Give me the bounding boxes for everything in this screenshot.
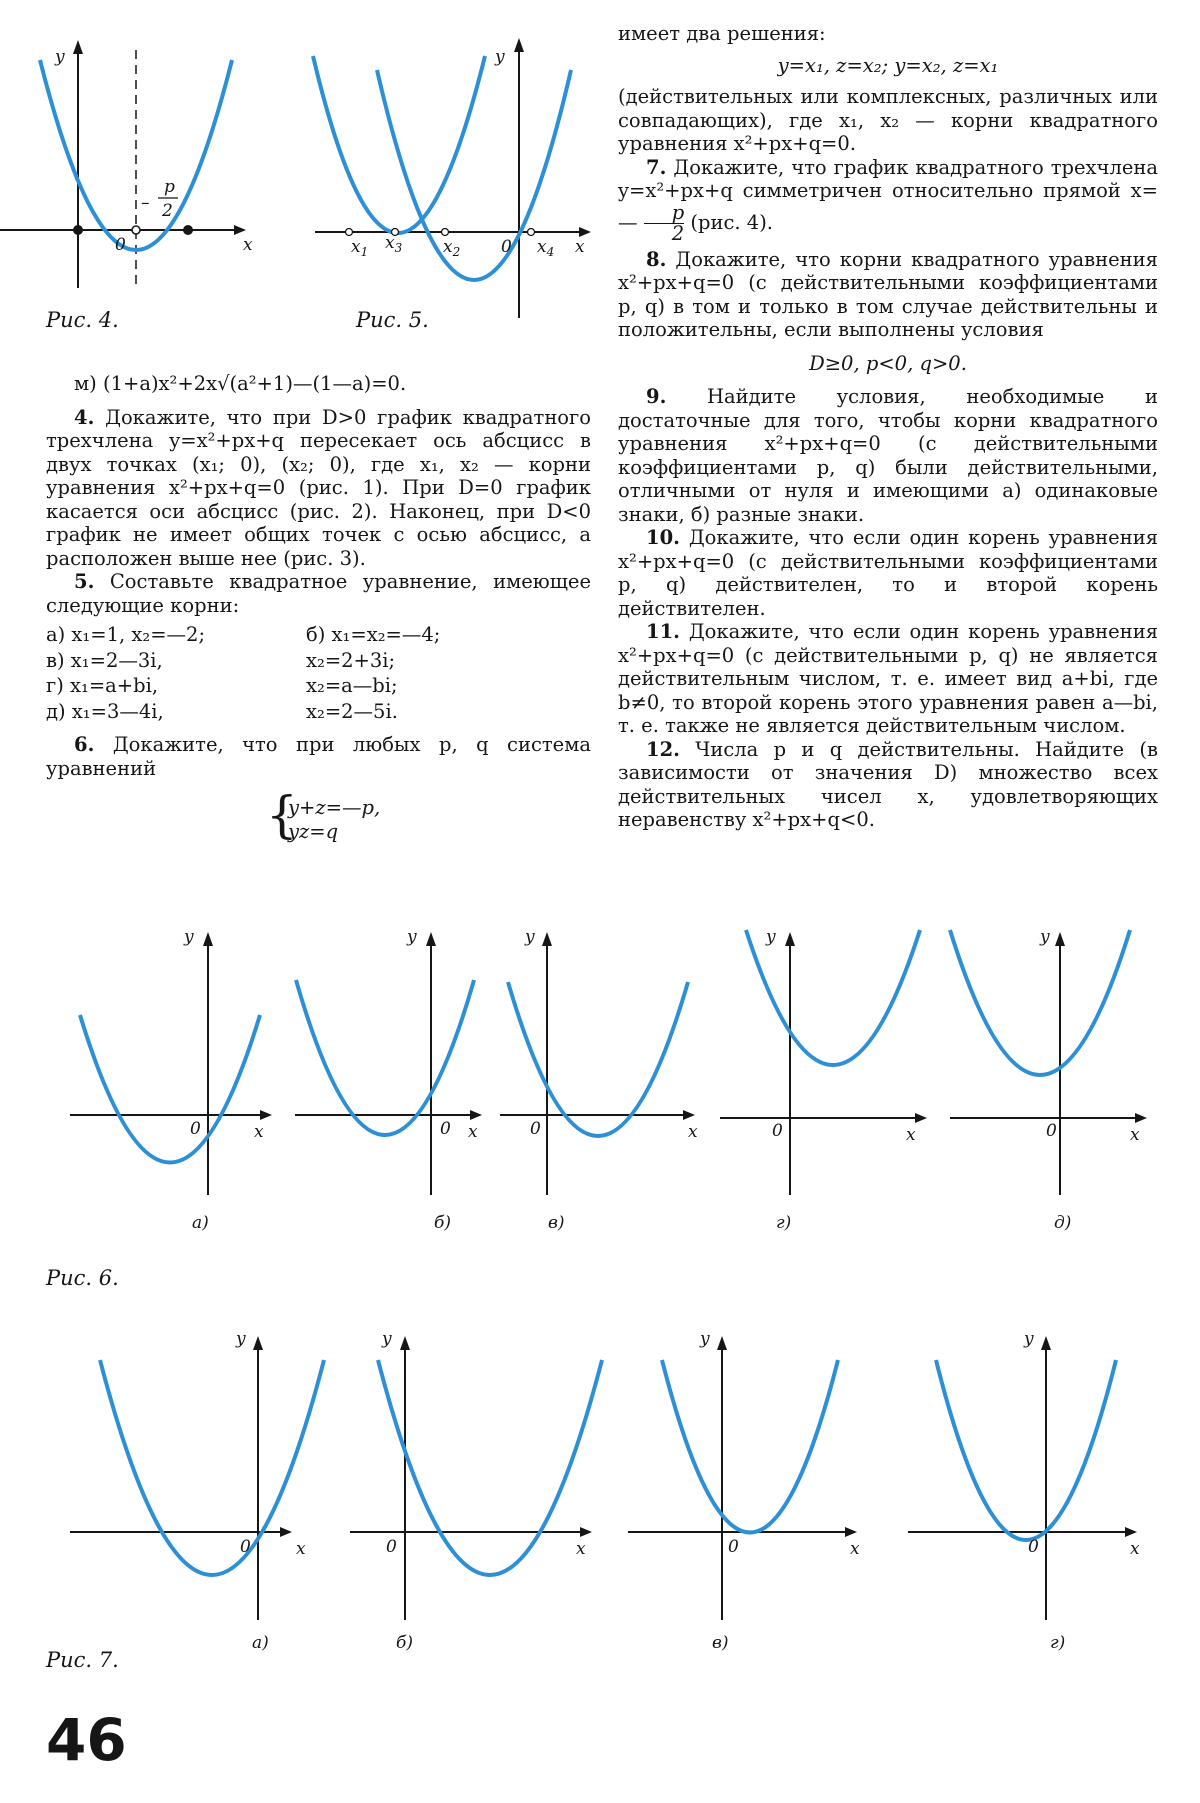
- origin-label: 0: [190, 1119, 201, 1139]
- x-arrow: [280, 1527, 292, 1537]
- y-arrow: [542, 932, 552, 946]
- problem-11-text: Докажите, что если один корень уравнения x²+px+q=0 (с действительными p, q) не является действительным числом, т. е. имеет вид a+bi, где b≠0, то второй корень этого уравнения равен a—bi, т. е. также не является действительным числом.: [618, 620, 1158, 737]
- problem-10-number: 10.: [646, 526, 680, 549]
- solutions-note: (действительных или комплексных, различных или совпадающих), где x₁, x₂ — корни квадратного уравнения x²+px+q=0.: [618, 85, 1158, 155]
- problem-7-ref: (рис. 4).: [690, 210, 774, 234]
- x-label: x: [576, 1539, 586, 1559]
- root-item: б) x₁=x₂=—4;: [306, 623, 441, 646]
- figure-6-caption: Рис. 6.: [46, 1266, 119, 1290]
- x-arrow: [1125, 1527, 1137, 1537]
- y-arrow: [1055, 932, 1065, 946]
- fig7-panel-g: [908, 1329, 1140, 1653]
- y-label: y: [55, 47, 65, 67]
- fig7-panel-a: [70, 1329, 324, 1653]
- problem-12-number: 12.: [646, 737, 680, 761]
- problem-7-number: 7.: [646, 155, 667, 179]
- fig6-panel-g: [720, 927, 927, 1233]
- root-item: x₂=a—bi;: [306, 674, 398, 697]
- x-arrow: [683, 1110, 695, 1120]
- problem-4: [46, 406, 591, 571]
- x-arrow: [470, 1110, 482, 1120]
- x-label: x: [850, 1539, 860, 1559]
- x-arrow: [915, 1113, 927, 1123]
- fraction-denominator: 2: [644, 223, 684, 244]
- system-line-1: { y+z=—p,: [288, 796, 381, 819]
- page-number: 46: [46, 1706, 127, 1774]
- root-item: г) x₁=a+bi,: [46, 674, 159, 697]
- panel-label: г): [776, 1213, 792, 1233]
- origin-label: 0: [440, 1119, 451, 1139]
- problem-7-fraction: [644, 200, 685, 245]
- y-label: y: [1040, 927, 1050, 947]
- x-label: x: [688, 1122, 698, 1142]
- origin-label: 0: [728, 1537, 739, 1557]
- solutions-line: y=x₁, z=x₂; y=x₂, z=x₁: [777, 53, 999, 77]
- problem-9-text: Найдите условия, необходимые и достаточные для того, чтобы корни квадратного уравнения x²+px+q=0 (с действительными коэффициентами p, q) были действительными, отличными от нуля и имеющими а) одинаковые знаки, б) разные знаки.: [618, 385, 1158, 526]
- p-numerator: p: [164, 177, 175, 197]
- problem-9-number: 9.: [646, 385, 667, 408]
- panel-label: в): [712, 1633, 729, 1653]
- problem-4-text: Докажите, что при D>0 график квадратного трехчлена y=x²+px+q пересекает ось абсцисс в двух точках (x₁; 0), (x₂; 0), где x₁, x₂ — корни уравнения x²+px+q=0 (рис. 1). При D=0 график касается оси абсцисс (рис. 2). Наконец, при D<0 график не имеет общих точек с осью абсцисс, а расположен выше нее (рис. 3).: [46, 405, 592, 570]
- parabola: [936, 1360, 1116, 1540]
- x-arrow: [845, 1527, 857, 1537]
- fig6-panel-v: [500, 927, 698, 1233]
- x-label: x: [906, 1125, 916, 1145]
- y-arrow: [73, 40, 83, 54]
- parabola-1: [313, 56, 485, 233]
- minus-sign: –: [141, 193, 150, 213]
- parabola: [746, 930, 920, 1065]
- problem-6-text: Докажите, что при любых p, q система уравнений: [46, 733, 592, 780]
- x-label: x: [575, 237, 585, 257]
- panel-label: д): [1054, 1213, 1072, 1233]
- x1-label: $x_1$: [351, 237, 369, 259]
- right-column: [618, 22, 1158, 832]
- problem-8-text: Докажите, что корни квадратного уравнения x²+px+q=0 (с действительными коэффициентами p, q) в том и только в том случае действительны и положительны, если выполнены условия: [618, 247, 1158, 341]
- x-label: x: [243, 235, 253, 255]
- fig7-panel-v: [628, 1329, 860, 1653]
- problem-7: [618, 156, 1158, 244]
- fig7-panel-b: [350, 1329, 602, 1653]
- problem-4-number: 4.: [74, 405, 95, 429]
- problem-10-text: Докажите, что если один корень уравнения x²+px+q=0 (с действительными коэффициентами p, q) действителен, то и второй корень действителен.: [618, 526, 1158, 620]
- problem-7-text: Докажите, что график квадратного трехчлена y=x²+px+q симметричен относительно прямой x=—: [618, 155, 1159, 234]
- y-arrow: [203, 932, 213, 946]
- origin-label: 0: [501, 237, 512, 257]
- root-x1: [346, 229, 353, 236]
- panel-label: в): [548, 1213, 565, 1233]
- x-label: x: [254, 1122, 264, 1142]
- origin-label: 0: [115, 235, 126, 255]
- x-arrow: [580, 1527, 592, 1537]
- p-denominator: 2: [162, 201, 173, 221]
- problem-12-text: Числа p и q действительны. Найдите (в зависимости от значения D) множество всех действительных чисел x, удовлетворяющих неравенству x²+px+q<0.: [618, 737, 1158, 831]
- x3-label: $x_3$: [385, 233, 403, 255]
- y-arrow: [1041, 1336, 1051, 1350]
- figure-7-svg: [60, 1320, 1160, 1660]
- parabola: [508, 982, 688, 1136]
- figure-4-svg: [0, 20, 253, 290]
- y-arrow: [400, 1336, 410, 1350]
- x-arrow: [1135, 1113, 1147, 1123]
- x-arrow: [234, 225, 246, 235]
- y-arrow: [514, 38, 524, 52]
- x-arrow: [260, 1110, 272, 1120]
- origin-label: 0: [530, 1119, 541, 1139]
- parabola: [378, 1360, 602, 1575]
- y-label: y: [525, 927, 535, 947]
- fraction-numerator: p: [671, 200, 685, 224]
- figure-6-svg: [60, 920, 1160, 1240]
- left-column: [46, 372, 591, 843]
- y-label: y: [700, 1329, 710, 1349]
- equation-system: [266, 796, 591, 843]
- y-arrow: [785, 932, 795, 946]
- equation-m: м) (1+a)x²+2x√(a²+1)—(1—a)=0.: [74, 372, 407, 395]
- parabola: [80, 1015, 260, 1163]
- x-label: x: [1130, 1539, 1140, 1559]
- problem-5-number: 5.: [74, 570, 95, 593]
- panel-label: б): [434, 1213, 452, 1233]
- panel-label: г): [1050, 1633, 1066, 1653]
- y-label: y: [236, 1329, 246, 1349]
- x2-label: $x_2$: [443, 237, 461, 259]
- intro-line: имеет два решения:: [618, 22, 826, 45]
- y-label: y: [382, 1329, 392, 1349]
- panel-label: б): [396, 1633, 414, 1653]
- x-label: x: [468, 1122, 478, 1142]
- origin-label: 0: [386, 1537, 397, 1557]
- y-arrow: [253, 1336, 263, 1350]
- x-label: x: [296, 1539, 306, 1559]
- figure-4-caption: Рис. 4.: [46, 308, 119, 332]
- problem-12: [618, 738, 1158, 832]
- problem-10: [618, 526, 1158, 620]
- figure-5-svg: [315, 20, 595, 320]
- root-point-right: [183, 225, 193, 235]
- parabola: [662, 1360, 838, 1533]
- root-item: в) x₁=2—3i,: [46, 648, 163, 672]
- origin-label: 0: [772, 1121, 783, 1141]
- y-label: y: [495, 47, 505, 67]
- problem-8-number: 8.: [646, 247, 667, 271]
- root-x2: [442, 229, 449, 236]
- y-label: y: [766, 927, 776, 947]
- origin-label: 0: [1028, 1537, 1039, 1557]
- root-item: x₂=2—5i.: [306, 699, 398, 723]
- root-x4: [528, 229, 535, 236]
- vertex-projection: [132, 226, 140, 234]
- origin-label: 0: [1046, 1121, 1057, 1141]
- figure-7-caption: Рис. 7.: [46, 1648, 119, 1672]
- y-label: y: [407, 927, 417, 947]
- panel-label: а): [192, 1213, 209, 1233]
- problem-5-roots: [46, 623, 591, 723]
- problem-5-text: Составьте квадратное уравнение, имеющее следующие корни:: [46, 570, 591, 617]
- x-label: x: [1130, 1125, 1140, 1145]
- y-arrow: [717, 1336, 727, 1350]
- figure-6: [60, 920, 1160, 1240]
- origin-label: 0: [240, 1537, 251, 1557]
- problem-6: [46, 733, 591, 780]
- parabola: [100, 1360, 324, 1575]
- problem-11: [618, 620, 1158, 738]
- root-point-left: [73, 225, 83, 235]
- y-label: y: [184, 927, 194, 947]
- fig6-panel-b: [295, 927, 482, 1233]
- problem-11-number: 11.: [646, 620, 680, 643]
- problem-6-number: 6.: [74, 733, 95, 756]
- problem-9: [618, 385, 1158, 526]
- y-arrow: [426, 932, 436, 946]
- figure-4: [0, 20, 253, 290]
- fig6-panel-d: [950, 927, 1147, 1233]
- problem-5: [46, 570, 591, 617]
- y-label: y: [1024, 1329, 1034, 1349]
- figure-5: [315, 20, 595, 320]
- x-arrow: [579, 227, 591, 237]
- problem-8-conditions: D≥0, p<0, q>0.: [809, 351, 967, 375]
- figure-7: [60, 1320, 1160, 1660]
- problem-8: [618, 248, 1158, 342]
- x4-label: $x_4$: [537, 237, 555, 259]
- figure-5-caption: Рис. 5.: [356, 308, 429, 332]
- root-item: а) x₁=1, x₂=—2;: [46, 623, 206, 646]
- parabola: [296, 980, 474, 1135]
- panel-label: а): [252, 1633, 269, 1653]
- fig6-panel-a: [70, 927, 272, 1233]
- root-item: д) x₁=3—4i,: [46, 699, 164, 723]
- root-item: x₂=2+3i;: [306, 648, 396, 672]
- parabola: [950, 930, 1130, 1075]
- system-line-2: yz=q: [288, 819, 339, 843]
